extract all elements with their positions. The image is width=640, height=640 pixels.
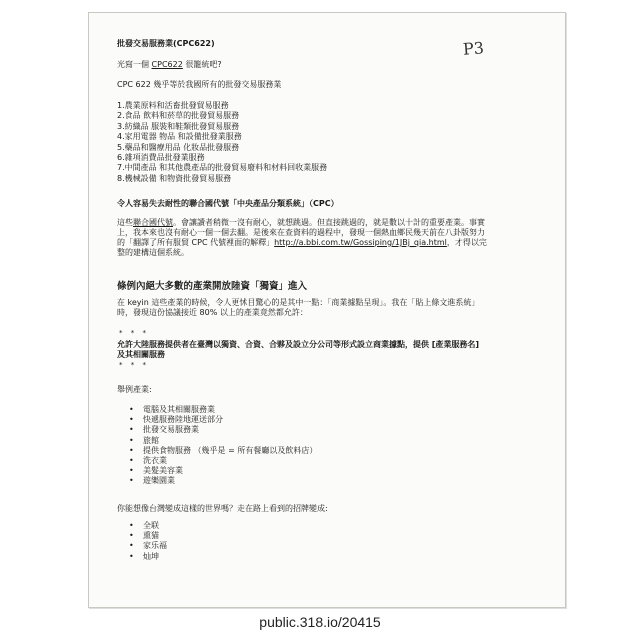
list-item: • 旅館 (129, 436, 317, 446)
intro-line (117, 60, 222, 70)
list-item: • 家乐福 (129, 541, 167, 551)
list-item: • 批發交易服務業 (129, 425, 317, 435)
section2-paragraph: 在 keyin 這些產業的時候，令人更怵目驚心的是其中一點：「商業據點呈現」。我在「貼上條文進系統」時，發現這份協議接近 80% 以上的產業竟然都允許： (117, 298, 480, 317)
document-title: 批發交易服務業(CPC622) (117, 39, 215, 48)
intro-prefix: 光寫一個 (117, 60, 152, 69)
list-item: • 電腦及其相關服務業 (129, 405, 317, 415)
closing-question: 你能想像台灣變成這樣的世界嗎？走在路上看到的招牌變成: (117, 504, 328, 513)
intro-suffix: 很籠統吧? (182, 60, 222, 69)
list-item: • 遊樂園業 (129, 476, 317, 486)
category-item: 3.紡織品 服裝和鞋類批發貿易服務 (117, 121, 240, 131)
source-url-footer: public.318.io/20415 (259, 614, 381, 630)
para-text: 。會讓讀者稍微一沒有耐心，就想跳過。但直接跳過的，就是數以十計的重要產業。事實上，我本來也沒有耐心一個一個去翻。是後來在查資料的過程中，發現一個熱血鄉民幾天前在八卦版努力的「翻譯了所有服貿 CPC 代號裡面的解釋」 (117, 218, 485, 247)
list-item: • 熏猫 (129, 531, 167, 541)
list-item: • 全联 (129, 521, 167, 531)
cpc-code-link[interactable]: CPC622 (151, 60, 183, 69)
summary-line: CPC 622 幾乎等於我國所有的批發交易服務業 (117, 80, 282, 89)
un-code-link[interactable]: 聯合國代號 (133, 218, 173, 227)
examples-list (129, 405, 317, 487)
page-number-mark: P3 (462, 38, 485, 59)
category-item: 2.食品 飲料和菸草的批發貿易服務 (117, 111, 240, 121)
list-item: • 美髮美容業 (129, 466, 317, 476)
category-item: 5.藥品和醫療用品 化妝品批發服務 (117, 142, 240, 152)
category-item: 1.農業原料和活畜批發貿易服務 (117, 101, 229, 110)
category-item: 7.中間產品 和其他農產品的批發貿易廢料和材料回收業服務 (117, 163, 328, 173)
divider-stars: * * * (119, 361, 149, 369)
list-item: • 快遞服務陸地運送部分 (129, 415, 317, 425)
section1-paragraph (117, 218, 489, 258)
category-item: 6.雜項消費品批發業服務 (117, 153, 205, 163)
list-item: • 灿坤 (129, 552, 167, 562)
category-list (117, 101, 327, 184)
signs-list (129, 521, 167, 562)
para-text: 這些 (117, 218, 133, 227)
category-item: 4.家用電器 物品 和設備批發業服務 (117, 132, 242, 142)
para-text: ，才得以完整的建構這個系統。 (117, 238, 487, 257)
ptt-link[interactable]: http://a.bbi.com.tw/Gossiping/1JBj_qia.html (274, 238, 447, 247)
divider-stars: * * * (119, 329, 149, 337)
quoted-clause: 允許大陸服務提供者在臺灣以獨資、合資、合夥及設立分公司等形式設立商業據點，提供 [產業服務名] 及其相關服務 (117, 340, 480, 359)
section2-heading: 條例內絕大多數的產業開放陸資「獨資」進入 (117, 281, 308, 292)
examples-label: 舉例產業: (117, 385, 152, 394)
list-item: • 洗衣業 (129, 456, 317, 466)
list-item: • 提供食物服務 （幾乎是 = 所有餐廳以及飲料店） (129, 446, 317, 456)
category-item: 8.機械設備 和物資批發貿易服務 (117, 173, 232, 183)
document-page (88, 12, 566, 608)
section1-heading: 令人容易失去耐性的聯合國代號「中央產品分類系統」（CPC） (117, 199, 339, 208)
